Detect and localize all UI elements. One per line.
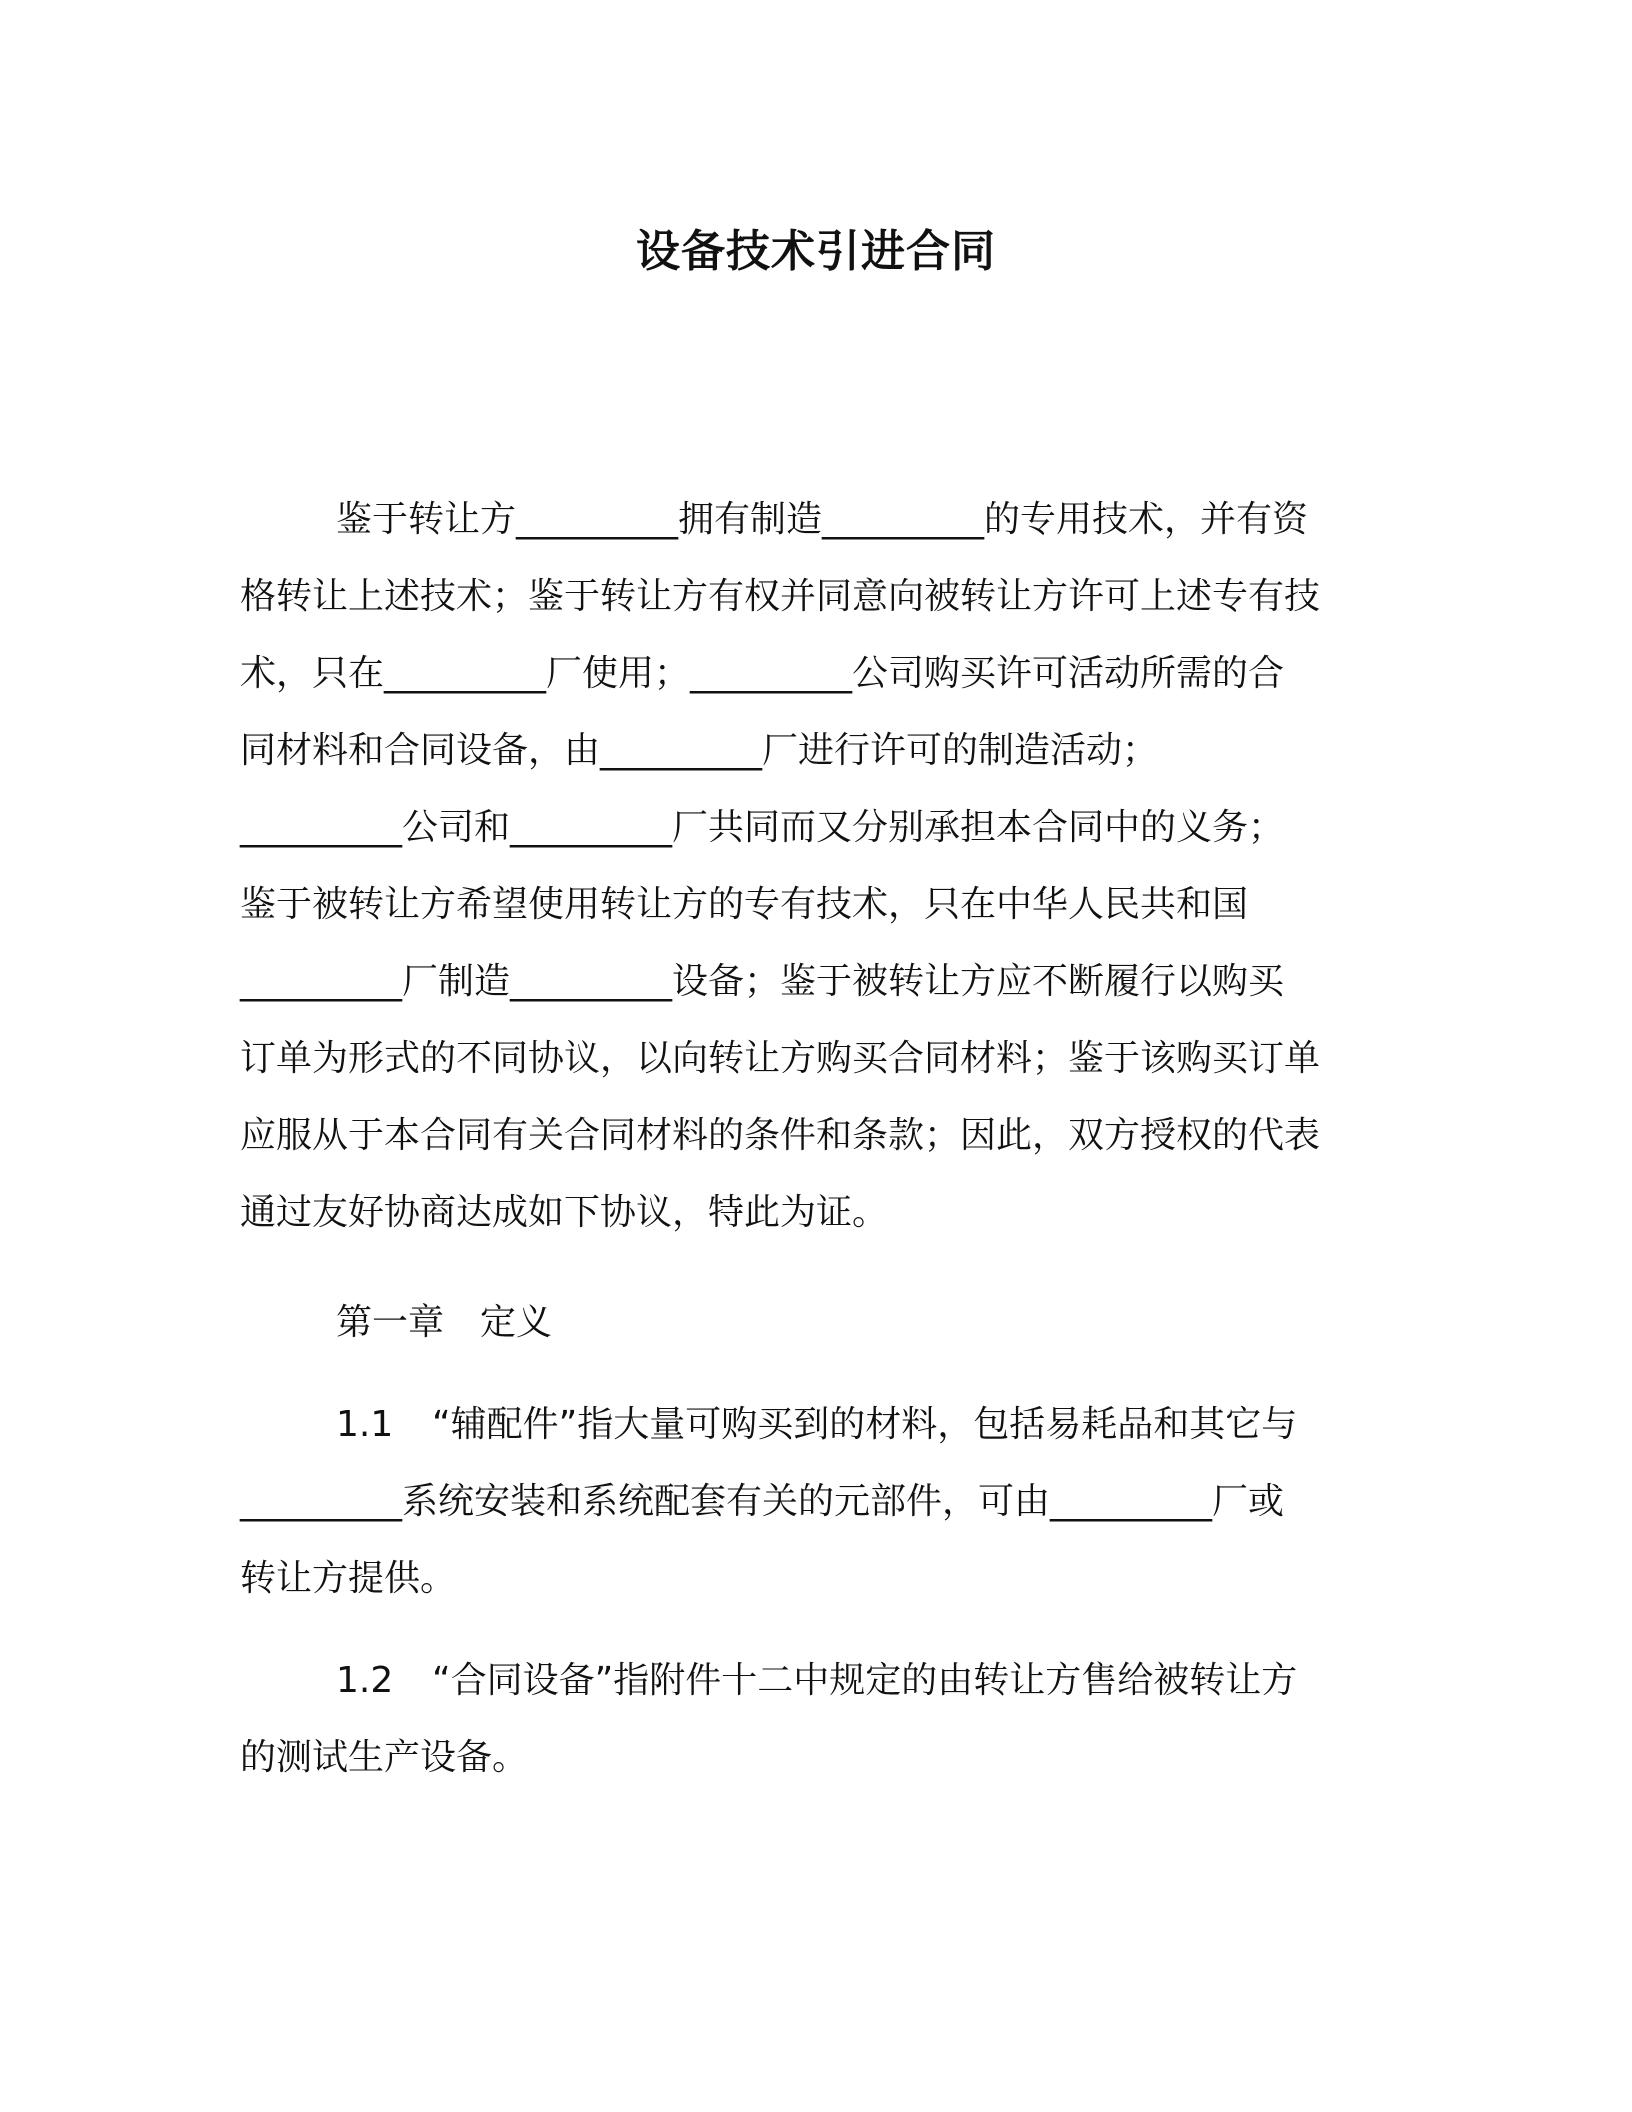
- clause-first-line: [240, 1386, 1400, 1463]
- paragraph-line: _________厂制造_________设备；鉴于被转让方应不断履行以购买: [240, 961, 1285, 1002]
- paragraph-line: 格转让上述技术；鉴于转让方有权并同意向被转让方许可上述专有技: [240, 576, 1321, 617]
- paragraph-line: _________公司和_________厂共同而又分别承担本合同中的义务；: [240, 807, 1285, 848]
- paragraph-line: 鉴于转让方_________拥有制造_________的专用技术，并有资: [336, 499, 1309, 540]
- clause-1-1: [240, 1386, 1400, 1617]
- chapter-heading: 第一章 定义: [336, 1302, 553, 1343]
- document-title: 设备技术引进合同: [636, 226, 996, 277]
- paragraph-line: 订单为形式的不同协议，以向转让方购买合同材料；鉴于该购买订单: [240, 1038, 1321, 1079]
- intro-paragraph: [240, 481, 1400, 1251]
- paragraph-line: 同材料和合同设备，由_________厂进行许可的制造活动；: [240, 730, 1159, 771]
- clause-number: 1.1: [336, 1404, 394, 1445]
- clause-number: 1.2: [336, 1660, 394, 1701]
- clause-1-2: [240, 1642, 1400, 1796]
- clause-line: _________系统安装和系统配套有关的元部件，可由_________厂或: [240, 1481, 1285, 1522]
- clause-first-line: [240, 1642, 1400, 1719]
- clause-text: “合同设备”指附件十二中规定的由转让方售给被转让方: [432, 1660, 1298, 1701]
- clause-text: “辅配件”指大量可购买到的材料，包括易耗品和其它与: [432, 1404, 1298, 1445]
- clause-line: 转让方提供。: [240, 1558, 457, 1599]
- paragraph-line: 鉴于被转让方希望使用转让方的专有技术，只在中华人民共和国: [240, 884, 1249, 925]
- paragraph-line: 应服从于本合同有关合同材料的条件和条款；因此，双方授权的代表: [240, 1115, 1321, 1156]
- chapter-heading-block: [240, 1284, 1400, 1361]
- clause-line: 的测试生产设备。: [240, 1737, 529, 1778]
- paragraph-line: 术，只在_________厂使用；_________公司购买许可活动所需的合: [240, 653, 1285, 694]
- paragraph-line: 通过友好协商达成如下协议，特此为证。: [240, 1192, 889, 1233]
